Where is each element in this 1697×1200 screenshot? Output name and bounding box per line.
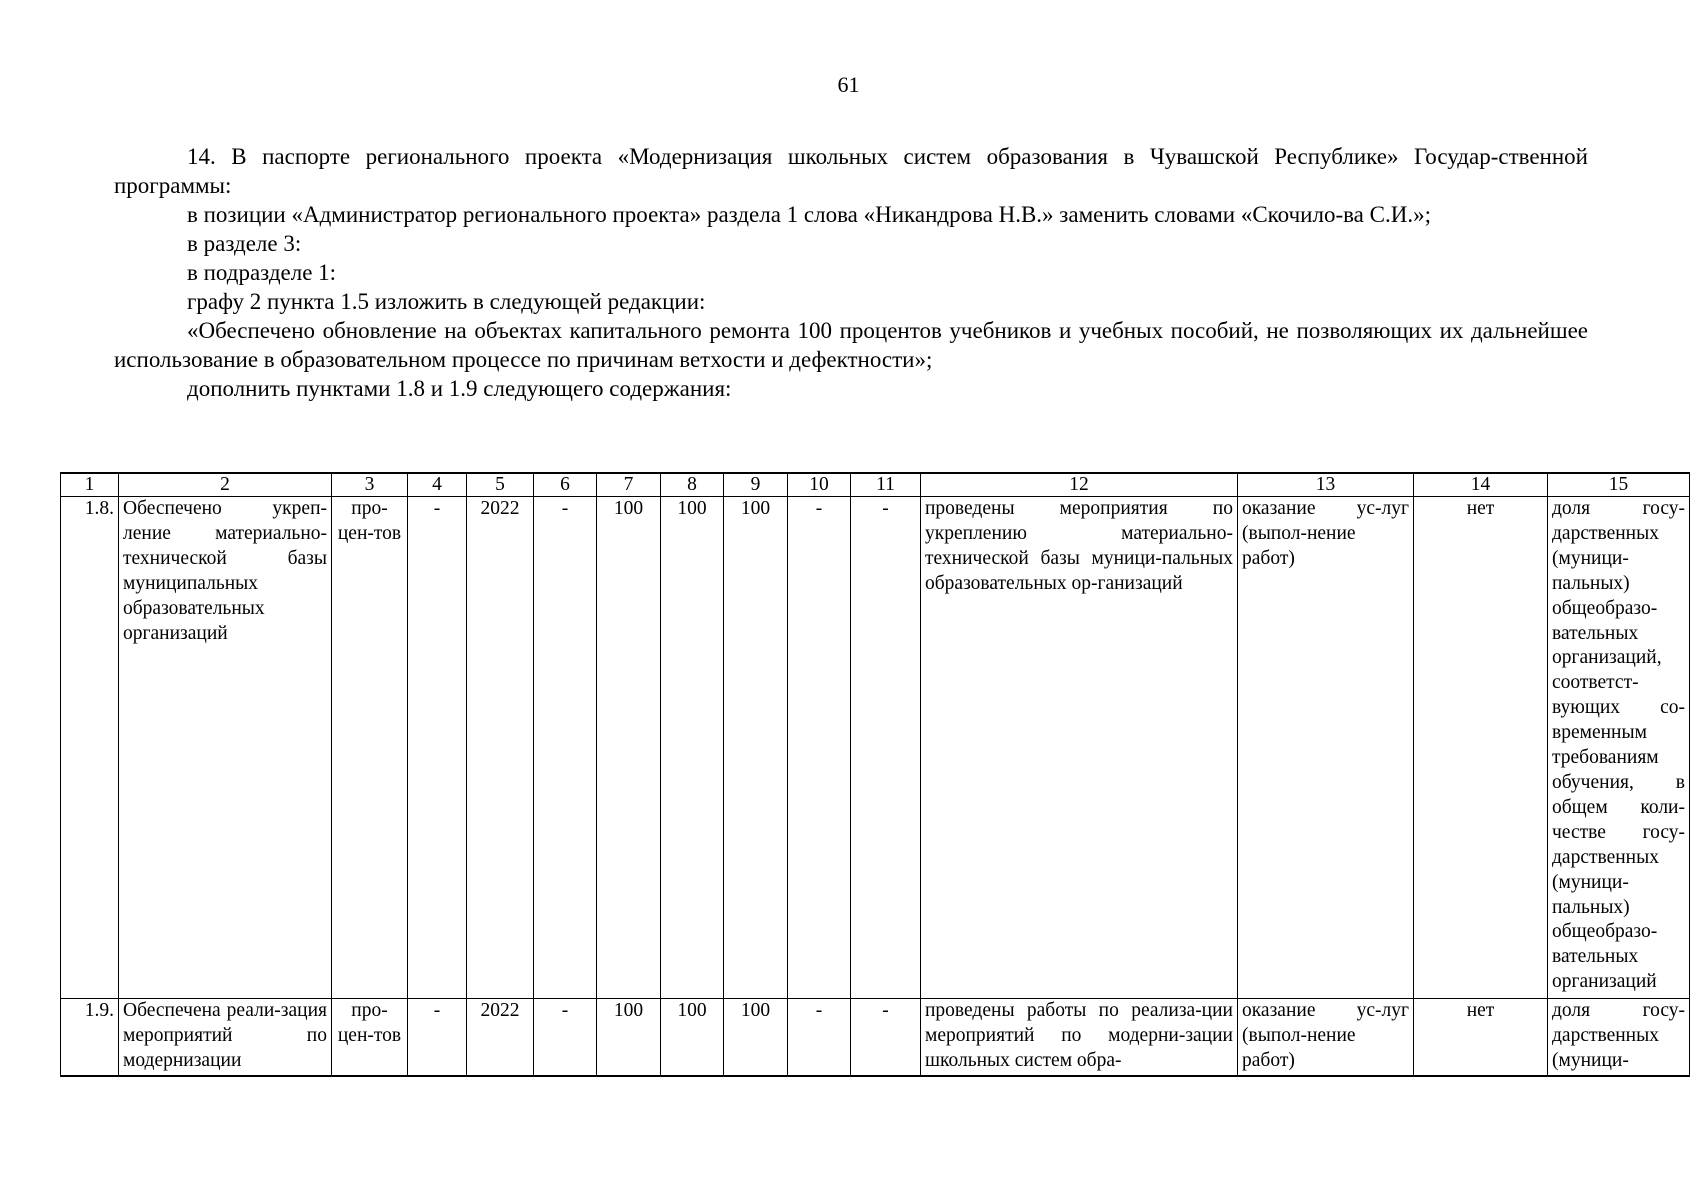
result-cell: Обеспечено укреп-ление материально-технической базы муниципальных образовательных организаций (119, 497, 332, 999)
col-8-cell: 100 (661, 999, 724, 1077)
col-9-cell: 100 (724, 497, 788, 999)
col-7-cell: 100 (597, 999, 661, 1077)
header-col-2: 2 (119, 473, 332, 497)
page-number: 61 (837, 72, 860, 97)
table-row (61, 999, 1690, 1077)
table-header-row (61, 473, 1690, 497)
row-number: 1.9. (61, 999, 119, 1077)
col-6-cell: - (534, 999, 597, 1077)
indicator-cell: доля госу-дарственных (муници- (1548, 999, 1690, 1077)
col-14-cell: нет (1414, 497, 1548, 999)
col-7-cell: 100 (597, 497, 661, 999)
amendment-table (60, 472, 1690, 1077)
col-10-cell: - (788, 999, 851, 1077)
header-col-1: 1 (61, 473, 119, 497)
header-col-6: 6 (534, 473, 597, 497)
col-8-cell: 100 (661, 497, 724, 999)
year-cell: 2022 (467, 999, 534, 1077)
paragraph-section-3: в разделе 3: (187, 231, 302, 256)
description-cell: проведены работы по реализа-ции мероприятий по модерни-зации школьных систем обра- (921, 999, 1238, 1077)
header-col-5: 5 (467, 473, 534, 497)
paragraph-subsection-1: в подразделе 1: (187, 260, 337, 285)
indicator-cell: доля госу-дарственных (муници-пальных) общеобразо-вательных организаций, соответст-вующих со-временным требованиям обучения, в общем коли-честве госу-дарственных (муници-пальных) общеобразо-вательных организаций (1548, 497, 1690, 999)
type-cell: оказание ус-луг (выпол-нение работ) (1238, 497, 1414, 999)
year-cell: 2022 (467, 497, 534, 999)
paragraph-intro: 14. В паспорте регионального проекта «Модернизация школьных систем образования в Чувашской Республике» Государ-ственной программы: (114, 144, 1588, 198)
header-col-14: 14 (1414, 473, 1548, 497)
header-col-10: 10 (788, 473, 851, 497)
col-11-cell: - (851, 497, 921, 999)
row-number: 1.8. (61, 497, 119, 999)
col-10-cell: - (788, 497, 851, 999)
paragraph-quote: «Обеспечено обновление на объектах капитального ремонта 100 процентов учебников и учебных пособий, не позволяющих их дальнейшее использование в образовательном процессе по причинам ветхости и дефектности»; (114, 318, 1588, 372)
table-row (61, 497, 1690, 999)
col-14-cell: нет (1414, 999, 1548, 1077)
col-9-cell: 100 (724, 999, 788, 1077)
header-col-3: 3 (332, 473, 408, 497)
amendment-text (114, 142, 1588, 403)
header-col-4: 4 (408, 473, 467, 497)
unit-cell: про-цен-тов (332, 497, 408, 999)
col-11-cell: - (851, 999, 921, 1077)
header-col-9: 9 (724, 473, 788, 497)
header-col-12: 12 (921, 473, 1238, 497)
header-col-7: 7 (597, 473, 661, 497)
paragraph-administrator: в позиции «Администратор регионального проекта» раздела 1 слова «Никандрова Н.В.» заменить словами «Скочило-ва С.И.»; (187, 202, 1431, 227)
paragraph-column-2: графу 2 пункта 1.5 изложить в следующей редакции: (187, 289, 706, 314)
col-4-cell: - (408, 497, 467, 999)
result-cell: Обеспечена реали-зация мероприятий по модернизации (119, 999, 332, 1077)
unit-cell: про-цен-тов (332, 999, 408, 1077)
header-col-13: 13 (1238, 473, 1414, 497)
col-6-cell: - (534, 497, 597, 999)
paragraph-add-items: дополнить пунктами 1.8 и 1.9 следующего содержания: (187, 376, 732, 401)
header-col-8: 8 (661, 473, 724, 497)
description-cell: проведены мероприятия по укреплению материально-технической базы муници-пальных образовательных ор-ганизаций (921, 497, 1238, 999)
type-cell: оказание ус-луг (выпол-нение работ) (1238, 999, 1414, 1077)
header-col-15: 15 (1548, 473, 1690, 497)
header-col-11: 11 (851, 473, 921, 497)
col-4-cell: - (408, 999, 467, 1077)
